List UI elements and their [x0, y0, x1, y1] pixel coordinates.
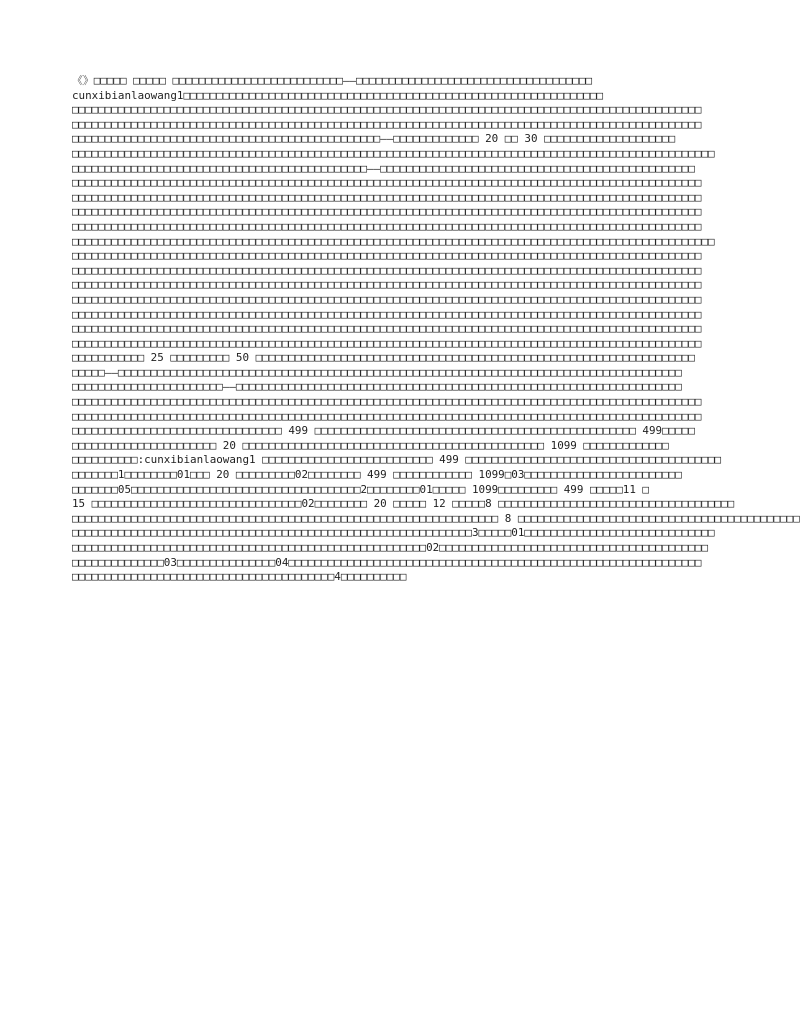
text-line: □□□□□□□□□□□□□□□□□□□□□□□□□□□□□□□□□□□□□□□□□□□□□□□□□□□□□□□□□□□□□□□□□□□□□□□□□□□□□□□□□□□□□□□□□□□□□□□□ — [72, 219, 702, 233]
text-line: □□□□□□□□□□□□□□□□□□□□□□□□□□□□□□□□□□□□□□□□□□□□□□□□□□□□□□□□□□□□□□□□□□□□□□□□□□□□□□□□□□□□□□□□□□□□□□□□□□ — [72, 146, 715, 160]
text-line: □□□□□□□□□□□□□□□□□□□□□□□□□□□□□□□□□□□□□□□□□□□□□□□□□□□□□□□□□□□□□□□□□□□□□□□□□□□□□□□□□□□□□□□□□□□□□□□□ — [72, 176, 702, 190]
text-line: □□□□□□□□□□□□□□□□□□□□□□□□□□□□□□□□□□□□□□□□□□□□□□□□□□□□□□02□□□□□□□□□□□□□□□□□□□□□□□□□□□□□□□□□□□□□□□□□ — [72, 541, 709, 554]
text-line: 《》□□□□□ □□□□□ □□□□□□□□□□□□□□□□□□□□□□□□□□——□□□□□□□□□□□□□□□□□□□□□□□□□□□□□□□□□□□□ — [72, 74, 593, 87]
text-line: □□□□□□□□□□□□□□□□□□□□□□□□□□□□□□□□ 499 □□□□□□□□□□□□□□□□□□□□□□□□□□□□□□□□□□□□□□□□□□□□□□□□□ 499□□□□□ — [72, 424, 695, 438]
text-line: □□□□□□□□□□□□□□□□□□□□□□□□□□□□□□□□□□□□□□□□□□□□□□□□□□□□□□□□□□□□□□□□□ 8 □□□□□□□□□□□□□□□□□□□□□□□□□□□□□□□□□□□□□□□□□□□ — [72, 511, 800, 525]
text-line: □□□□□□□□□□□ 25 □□□□□□□□□ 50 □□□□□□□□□□□□□□□□□□□□□□□□□□□□□□□□□□□□□□□□□□□□□□□□□□□□□□□□□□□□□□□□□□□ — [72, 351, 695, 365]
text-line: cunxibianlaowang1□□□□□□□□□□□□□□□□□□□□□□□□□□□□□□□□□□□□□□□□□□□□□□□□□□□□□□□□□□□□□□□□ — [72, 88, 604, 102]
text-line: □□□□□□□□□□:cunxibianlaowang1 □□□□□□□□□□□□□□□□□□□□□□□□□□ 499 □□□□□□□□□□□□□□□□□□□□□□□□□□□□□□□□□□□□□□□ — [72, 453, 722, 467]
text-line: □□□□□□□□□□□□□□□□□□□□□□□□□□□□□□□□□□□□□□□□□□□□□□□□□□□□□□□□□□□□□□□□□□□□□□□□□□□□□□□□□□□□□□□□□□□□□□□□□□ — [72, 234, 715, 248]
text-line: □□□□□□□□□□□□□□□□□□□□□□□□□□□□□□□□□□□□□□□□□□□□□□□□□□□□□□□□□□□□□□□□□□□□□□□□□□□□□□□□□□□□□□□□□□□□□□□□ — [72, 103, 702, 117]
text-line: □□□□□□□□□□□□□□□□□□□□□□□□□□□□□□□□□□□□□□□□□□□□□□□□□□□□□□□□□□□□□□□□□□□□□□□□□□□□□□□□□□□□□□□□□□□□□□□□ — [72, 307, 702, 321]
text-line: □□□□□□□□□□□□□□□□□□□□□□□□□□□□□□□□□□□□□□□□□□□□□□□□□□□□□□□□□□□□□□□□□□□□□□□□□□□□□□□□□□□□□□□□□□□□□□□□ — [72, 278, 702, 292]
text-line: □□□□□□□□□□□□□□□□□□□□□□□□□□□□□□□□□□□□□□□□□□□□□□□□□□□□□□□□□□□□□□□□□□□□□□□□□□□□□□□□□□□□□□□□□□□□□□□□ — [72, 336, 702, 350]
text-line: □□□□□□□□□□□□□□□□□□□□□□□□□□□□□□□□□□□□□□□□□□□□□□□□□□□□□□□□□□□□□3□□□□□01□□□□□□□□□□□□□□□□□□□□□□□□□□□□□ — [72, 526, 715, 540]
text-line: □□□□□□□□□□□□□□□□□□□□□□□□□□□□□□□□□□□□□□□□□□□□□□□□□□□□□□□□□□□□□□□□□□□□□□□□□□□□□□□□□□□□□□□□□□□□□□□□ — [72, 409, 702, 423]
text-line: □□□□□——□□□□□□□□□□□□□□□□□□□□□□□□□□□□□□□□□□□□□□□□□□□□□□□□□□□□□□□□□□□□□□□□□□□□□□□□□□□□□□□□□□□□□□ — [72, 365, 682, 379]
text-line: □□□□□□□1□□□□□□□□01□□□ 20 □□□□□□□□□02□□□□□□□□ 499 □□□□□□□□□□□□ 1099□03□□□□□□□□□□□□□□□□□□□□□□□□ — [72, 468, 682, 482]
text-line: □□□□□□□□□□□□□□□□□□□□□□□□□□□□□□□□□□□□□□□□□□□□□——□□□□□□□□□□□□□□□□□□□□□□□□□□□□□□□□□□□□□□□□□□□□□□□□ — [72, 161, 695, 175]
text-line: □□□□□□□□□□□□□□03□□□□□□□□□□□□□□□04□□□□□□□□□□□□□□□□□□□□□□□□□□□□□□□□□□□□□□□□□□□□□□□□□□□□□□□□□□□□□□□ — [72, 555, 702, 569]
text-line: □□□□□□□05□□□□□□□□□□□□□□□□□□□□□□□□□□□□□□□□□□□2□□□□□□□□01□□□□□ 1099□□□□□□□□□ 499 □□□□□11 □ — [72, 482, 649, 496]
text-line: □□□□□□□□□□□□□□□□□□□□□□□□□□□□□□□□□□□□□□□□□□□□□□□——□□□□□□□□□□□□□ 20 □□ 30 □□□□□□□□□□□□□□□□□□□□ — [72, 132, 676, 146]
text-line: □□□□□□□□□□□□□□□□□□□□□□□□□□□□□□□□□□□□□□□□□□□□□□□□□□□□□□□□□□□□□□□□□□□□□□□□□□□□□□□□□□□□□□□□□□□□□□□□ — [72, 249, 702, 263]
text-line: □□□□□□□□□□□□□□□□□□□□□□□□□□□□□□□□□□□□□□□□□□□□□□□□□□□□□□□□□□□□□□□□□□□□□□□□□□□□□□□□□□□□□□□□□□□□□□□□ — [72, 322, 702, 336]
text-line: □□□□□□□□□□□□□□□□□□□□□□□□□□□□□□□□□□□□□□□□□□□□□□□□□□□□□□□□□□□□□□□□□□□□□□□□□□□□□□□□□□□□□□□□□□□□□□□□ — [72, 395, 702, 409]
text-line: □□□□□□□□□□□□□□□□□□□□□□□□□□□□□□□□□□□□□□□□4□□□□□□□□□□ — [72, 570, 407, 584]
text-line: 15 □□□□□□□□□□□□□□□□□□□□□□□□□□□□□□□□02□□□□□□□□ 20 □□□□□ 12 □□□□□8 □□□□□□□□□□□□□□□□□□□□□□□□□□□□□□□□□□□□ — [72, 497, 735, 511]
document-body — [72, 74, 800, 585]
text-line: □□□□□□□□□□□□□□□□□□□□□□ 20 □□□□□□□□□□□□□□□□□□□□□□□□□□□□□□□□□□□□□□□□□□□□□□ 1099 □□□□□□□□□□□□□ — [72, 438, 669, 452]
text-line: □□□□□□□□□□□□□□□□□□□□□□□□□□□□□□□□□□□□□□□□□□□□□□□□□□□□□□□□□□□□□□□□□□□□□□□□□□□□□□□□□□□□□□□□□□□□□□□□ — [72, 263, 702, 277]
text-line: □□□□□□□□□□□□□□□□□□□□□□□□□□□□□□□□□□□□□□□□□□□□□□□□□□□□□□□□□□□□□□□□□□□□□□□□□□□□□□□□□□□□□□□□□□□□□□□□ — [72, 190, 702, 204]
text-line: □□□□□□□□□□□□□□□□□□□□□□□□□□□□□□□□□□□□□□□□□□□□□□□□□□□□□□□□□□□□□□□□□□□□□□□□□□□□□□□□□□□□□□□□□□□□□□□□ — [72, 292, 702, 306]
text-line: □□□□□□□□□□□□□□□□□□□□□□□□□□□□□□□□□□□□□□□□□□□□□□□□□□□□□□□□□□□□□□□□□□□□□□□□□□□□□□□□□□□□□□□□□□□□□□□□ — [72, 205, 702, 219]
text-line: □□□□□□□□□□□□□□□□□□□□□□□——□□□□□□□□□□□□□□□□□□□□□□□□□□□□□□□□□□□□□□□□□□□□□□□□□□□□□□□□□□□□□□□□□□□□ — [72, 380, 682, 394]
text-line: □□□□□□□□□□□□□□□□□□□□□□□□□□□□□□□□□□□□□□□□□□□□□□□□□□□□□□□□□□□□□□□□□□□□□□□□□□□□□□□□□□□□□□□□□□□□□□□□ — [72, 117, 702, 131]
